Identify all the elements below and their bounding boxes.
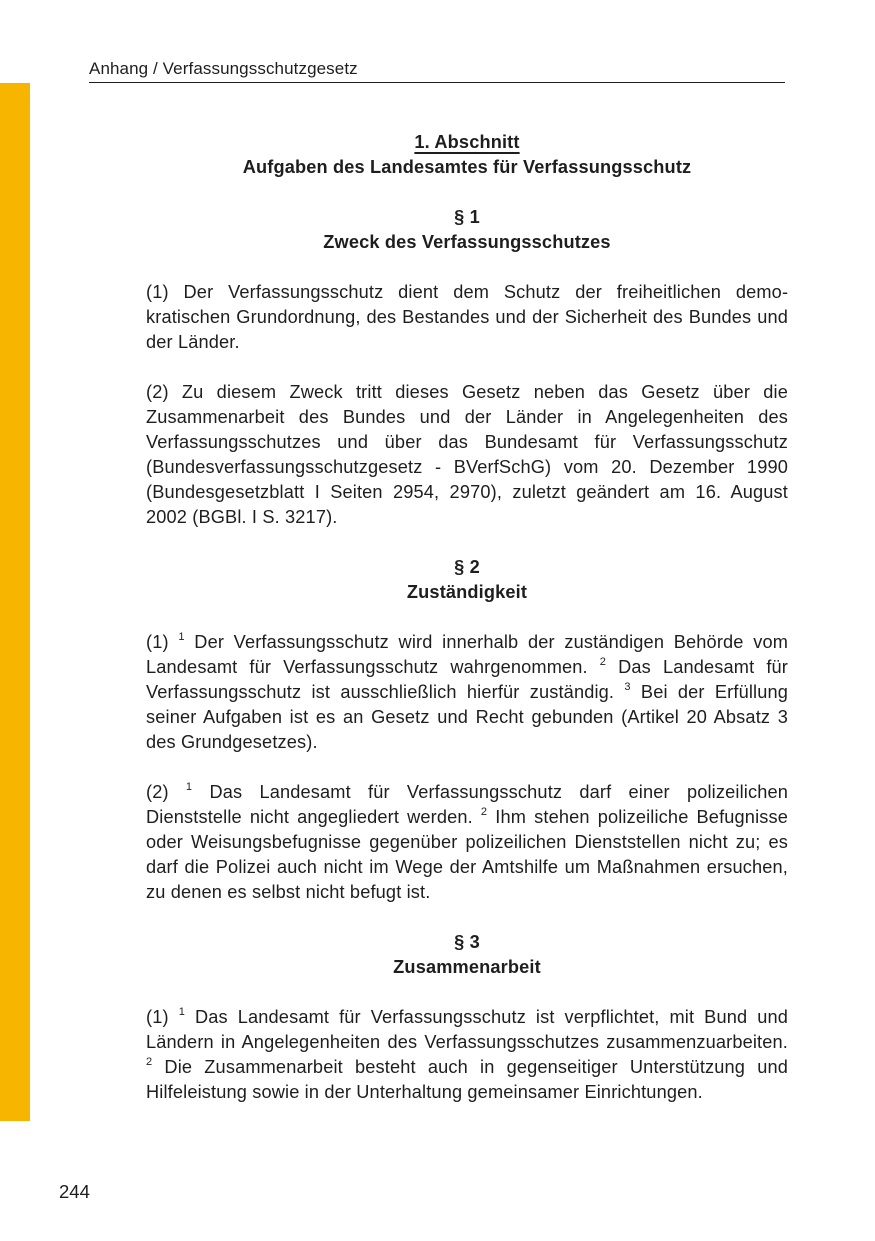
subsection [146,1005,788,1105]
paragraph-number: § 1 [454,207,480,227]
subsection-text: (1) Der Verfassungsschutz dient dem Schutz der freiheitlichen demokratischen Grundordnung, des Bestandes und der Sicherheit des Bundes und der Länder. [146,282,788,352]
sentence-text: Das Landesamt für Verfassungsschutz ist ausschließlich hierfür zuständig. [146,657,789,702]
section-label [146,130,788,155]
sentence-number: 1 [178,1006,185,1018]
section-label-text: 1. Abschnitt [414,132,520,152]
sentence-number: 2 [480,806,488,818]
sentence-text: Das Landesamt für Verfassungsschutz darf einer polizeilichen Dienststelle nicht angegliedert werden. [146,782,788,827]
sentence-number: 3 [624,681,631,693]
sentence-text: Ihm stehen polizeiliche Befugnisse oder Weisungsbefugnisse gegenüber polizeilichen Dienststellen nicht zu; es darf die Polizei auch nicht im Wege der Amtshilfe um Maßnahmen ersuchen, zu denen es selbst nicht befugt ist. [146,807,789,902]
subsection [146,780,788,905]
page-number: 244 [59,1181,90,1202]
sentence-text: Die Zusammenarbeit besteht auch in gegenseitiger Unterstützung und Hilfeleistung sowie in der Unterhaltung gemeinsamer Einrichtungen. [146,1057,788,1102]
running-head: Anhang / Verfassungsschutzgesetz [89,58,785,83]
paragraph-title: Zusammenarbeit [393,957,541,977]
paragraph-title: Zweck des Verfassungsschutzes [323,232,611,252]
sentence-number: 1 [178,631,185,643]
sentence-number: 1 [185,781,193,793]
subsection-prefix: (1) [146,632,169,652]
sentence-text: Bei der Erfüllung seiner Aufgaben ist es an Gesetz und Recht gebunden (Artikel 20 Absatz 3 des Grundgesetzes). [146,682,789,752]
side-color-bar [0,83,30,1121]
paragraph-number: § 2 [454,557,480,577]
sentence-number: 2 [146,1056,153,1068]
sentence-text: Der Verfassungsschutz wird innerhalb der zuständigen Behörde vom Landesamt für Verfassungsschutz wahrgenommen. [146,632,789,677]
paragraph-title: Zuständigkeit [406,582,528,602]
page-content [146,130,788,1105]
subsection-prefix: (1) [146,1007,169,1027]
subsection [146,630,788,755]
paragraph-number: § 3 [454,932,480,952]
section-title: Aufgaben des Landesamtes für Verfassungsschutz [242,157,692,177]
subsection-prefix: (2) [146,782,169,802]
sentence-text: Das Landesamt für Verfassungsschutz ist verpflichtet, mit Bund und Ländern in Angelegenheiten des Verfassungsschutzes zusammenzuarbeiten. [146,1007,789,1052]
subsection-text: (2) Zu diesem Zweck tritt dieses Gesetz neben das Gesetz über die Zusammenarbeit des Bundes und der Länder in Angelegenheiten des Verfassungsschutzes und über das Bundesamt für Verfassungsschutz (Bundesverfassungsschutzgesetz - BVerfSchG) vom 20. Dezember 1990 (Bundesgesetzblatt I Seiten 2954, 2970), zuletzt geändert am 16. August 2002 (BGBl. I S. 3217). [146,382,788,527]
sentence-number: 2 [599,656,607,668]
